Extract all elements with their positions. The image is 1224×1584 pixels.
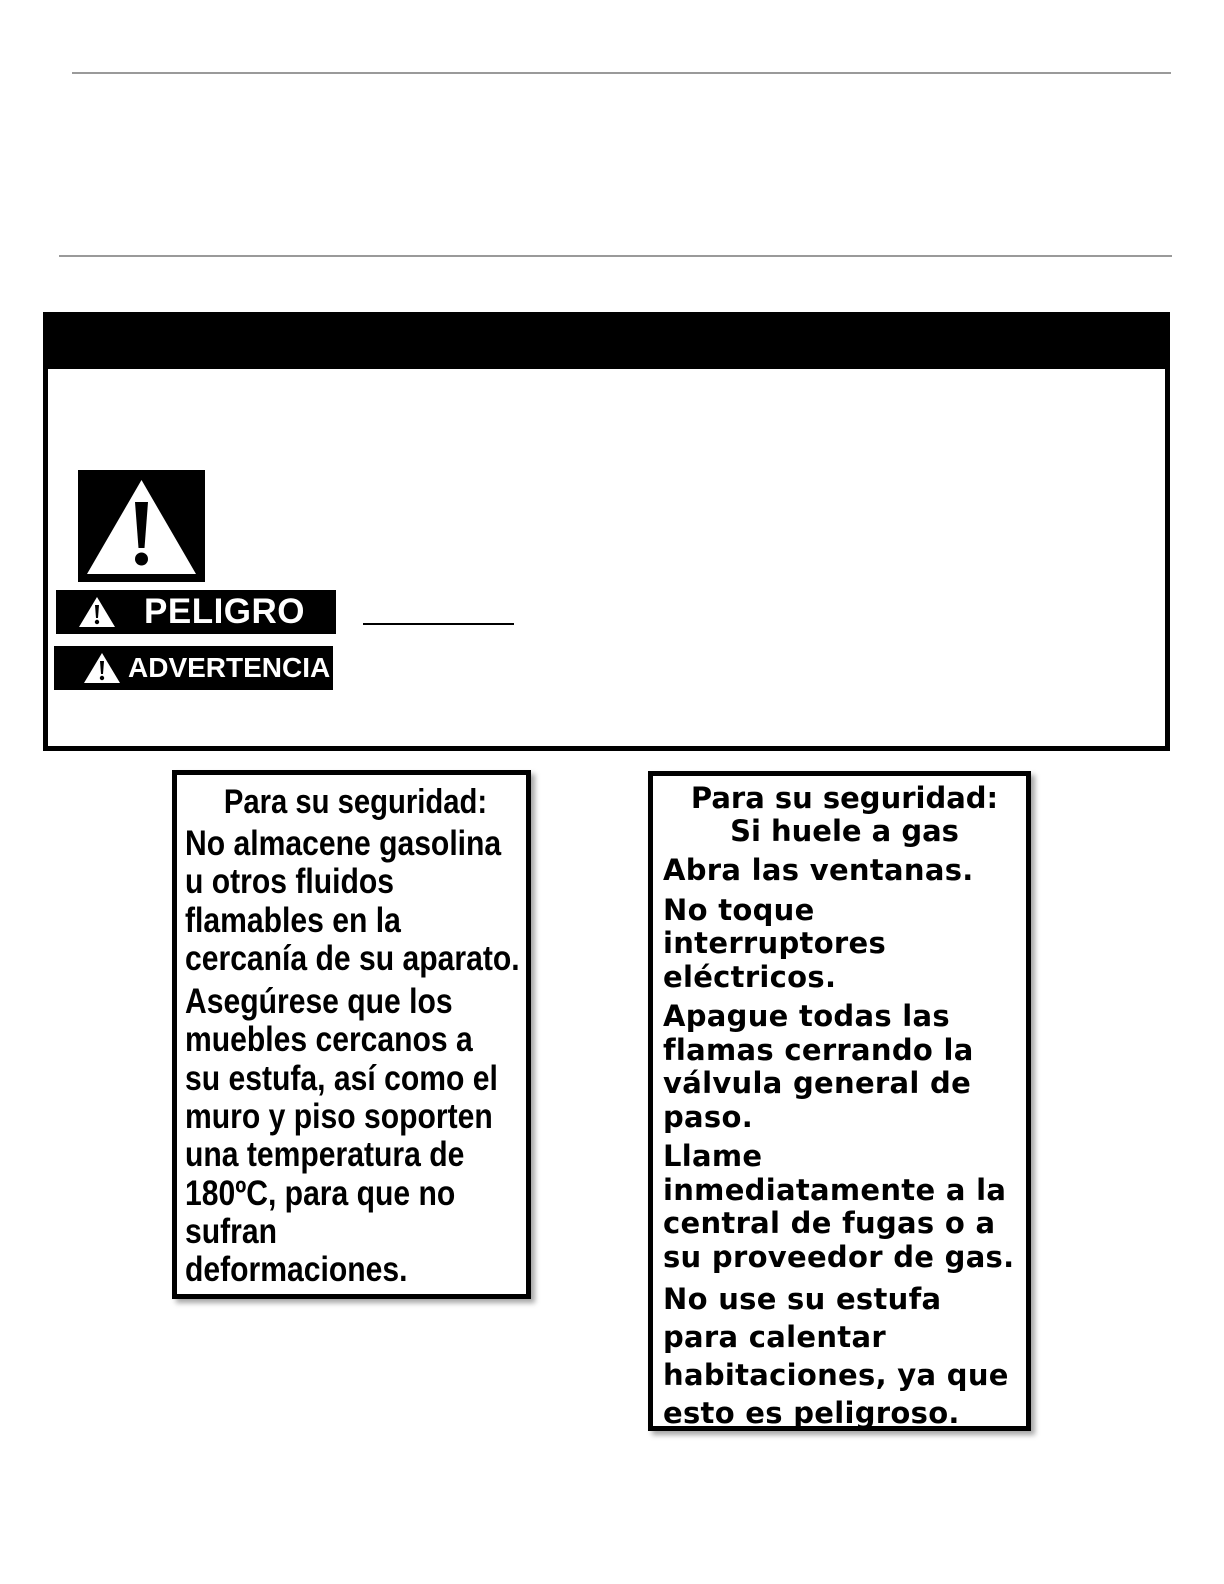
top-rule (72, 72, 1171, 74)
section-rule (59, 255, 1172, 257)
gas-smell-safety-label (648, 771, 1031, 1431)
warning-label: ADVERTENCIA (128, 652, 331, 683)
warning-triangle-icon (78, 595, 116, 629)
label-paragraph: Llame inmediatamente a la central de fugas o a su proveedor de gas. (663, 1139, 1015, 1274)
label-paragraph: No almacene gasolina u otros fluidos flamables en la cercanía de su aparato. (185, 824, 520, 978)
label-title: Para su seguridad: (223, 783, 488, 821)
label-paragraph: No toque interruptores eléctricos. (663, 892, 887, 994)
label-paragraph: Apague todas las flamas cerrando la válvula general de paso. (663, 999, 974, 1134)
label-paragraph: No use su estufa para calentar habitaciones, ya que esto es peligroso. (663, 1282, 1009, 1430)
label-paragraph: Asegúrese que los muebles cercanos a su estufa, así como el muro y piso soporten una temperatura de 180ºC, para que no sufran deformaciones. (185, 982, 498, 1290)
label-title: Para su seguridad: Si huele a gas (690, 781, 999, 848)
blank-underline (363, 623, 514, 625)
label-paragraph: Abra las ventanas. (663, 853, 974, 887)
safety-alert-symbol (78, 470, 205, 582)
warning-signal-word (54, 646, 333, 690)
danger-label: PELIGRO (144, 592, 306, 631)
warning-triangle-icon (78, 470, 205, 582)
storage-safety-label (172, 770, 531, 1299)
safety-header-bar (43, 312, 1170, 369)
warning-triangle-icon (82, 651, 122, 685)
danger-signal-word (56, 590, 336, 634)
